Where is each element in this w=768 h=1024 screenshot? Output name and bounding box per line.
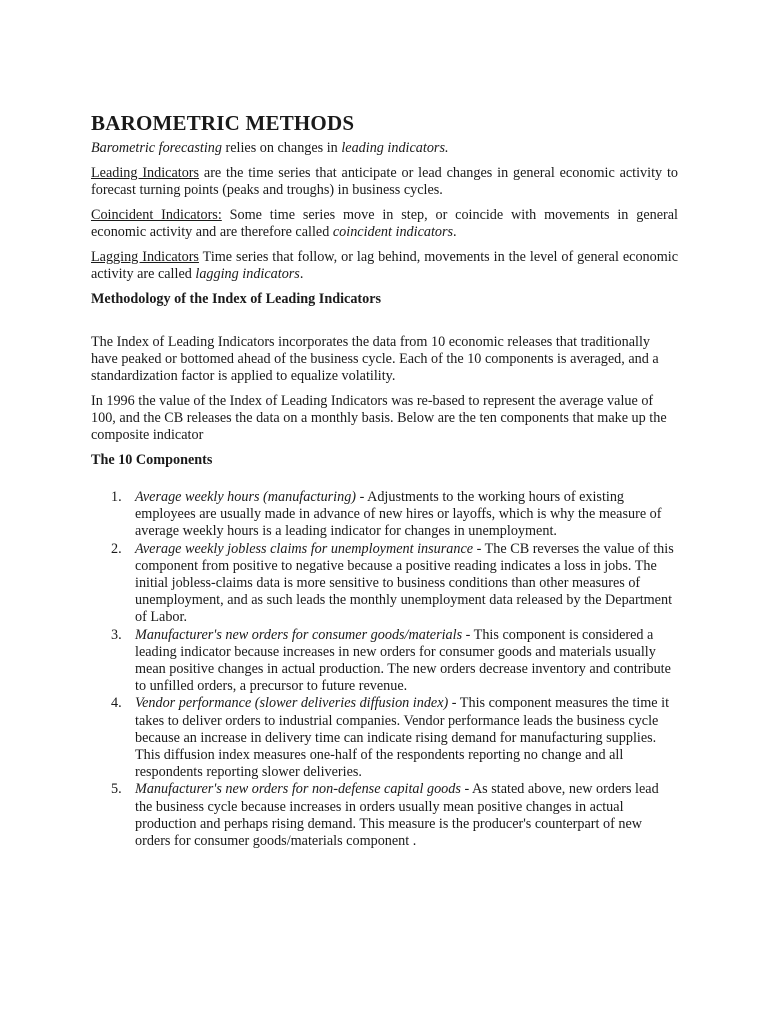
coincident-indicators-term: Coincident Indicators: — [91, 207, 222, 223]
list-item-description: - As stated above, new orders lead the business cycle because increases in orders usually mean positive changes in actual production and perhaps rising demand. This measure is the producer's counterpart of new orders for consumer goods/materials component . — [135, 781, 659, 850]
list-item-description: - Adjustments to the working hours of existing employees are usually made in advance of new hires or layoffs, which is why the measure of average weekly hours is a leading indicator for changes in unemployment. — [135, 489, 662, 540]
list-item-name: Vendor performance (slower deliveries diffusion index) — [135, 695, 449, 712]
list-item — [91, 781, 678, 850]
leading-indicators-paragraph — [91, 165, 678, 199]
intro-paragraph — [91, 140, 678, 157]
methodology-paragraph-1: The Index of Leading Indicators incorporates the data from 10 economic releases that traditionally have peaked or bottomed ahead of the business cycle. Each of the 10 components is averaged, and a standardization factor is applied to equalize volatility. — [91, 334, 659, 384]
list-item-number: 3. — [111, 626, 122, 643]
document-page — [91, 111, 678, 850]
leading-indicators-term: Leading Indicators — [91, 165, 200, 181]
intro-italic-term: Barometric forecasting — [91, 140, 222, 156]
list-item — [91, 695, 678, 781]
lagging-indicators-term: Lagging Indicators — [91, 249, 199, 265]
lagging-indicators-italic: lagging indicators — [195, 266, 300, 282]
methodology-paragraph-2: In 1996 the value of the Index of Leading Indicators was re-based to represent the average value of 100, and the CB releases the data on a monthly basis. Below are the ten components that make up the composite indicator — [91, 393, 667, 443]
intro-text: relies on changes in — [221, 140, 342, 156]
components-heading: The 10 Components — [91, 452, 213, 468]
lagging-indicators-text: Time series that follow, or lag behind, movements in the level of general economic activity are called — [91, 249, 678, 282]
list-item-description: - This component measures the time it takes to deliver orders to industrial companies. Vendor performance leads the business cycle because an increase in delivery time can indicate rising demand for manufacturing supplies. This diffusion index measures one-half of the respondents reporting no change and all respondents reporting slower deliveries. — [135, 695, 670, 781]
list-item-number: 2. — [111, 540, 122, 557]
list-item-number: 5. — [111, 781, 122, 798]
intro-italic-term-2: leading indicators. — [341, 140, 449, 156]
lagging-indicators-end: . — [299, 266, 304, 282]
methodology-heading: Methodology of the Index of Leading Indicators — [91, 291, 382, 307]
lagging-indicators-paragraph — [91, 249, 678, 283]
list-item-name: Manufacturer's new orders for consumer goods/materials — [135, 626, 463, 643]
list-item-name: Average weekly jobless claims for unemployment insurance — [135, 540, 474, 557]
list-item — [91, 627, 678, 696]
list-item-number: 1. — [111, 489, 122, 505]
coincident-indicators-italic: coincident indicators — [332, 224, 454, 240]
page-title: BAROMETRIC METHODS — [91, 111, 355, 135]
list-item-name: Average weekly hours (manufacturing) — [135, 489, 357, 505]
list-item-name: Manufacturer's new orders for non-defense capital goods — [135, 781, 461, 798]
list-item-description: - This component is considered a leading indicator because increases in new orders for consumer goods and materials usually mean positive changes in actual production. The new orders decrease inventory and contribute to unfilled orders, a precursor to future revenue. — [135, 626, 671, 695]
leading-indicators-text: are the time series that anticipate or lead changes in general economic activity to forecast turning points (peaks and troughs) in business cycles. — [91, 165, 679, 198]
list-item-description: - The CB reverses the value of this component from positive to negative because a positive reading indicates a loss in jobs. The initial jobless-claims data is more sensitive to business conditions than other measures of unemployment, and as such leads the monthly unemployment data released by the Department of Labor. — [135, 540, 674, 626]
list-item — [91, 489, 678, 541]
coincident-indicators-paragraph — [91, 207, 678, 241]
list-item — [91, 541, 678, 627]
coincident-indicators-text: Some time series move in step, or coincide with movements in general economic activity and are therefore called — [91, 207, 678, 240]
list-item-number: 4. — [111, 695, 122, 712]
coincident-indicators-end: . — [453, 224, 457, 240]
components-list — [91, 489, 678, 850]
